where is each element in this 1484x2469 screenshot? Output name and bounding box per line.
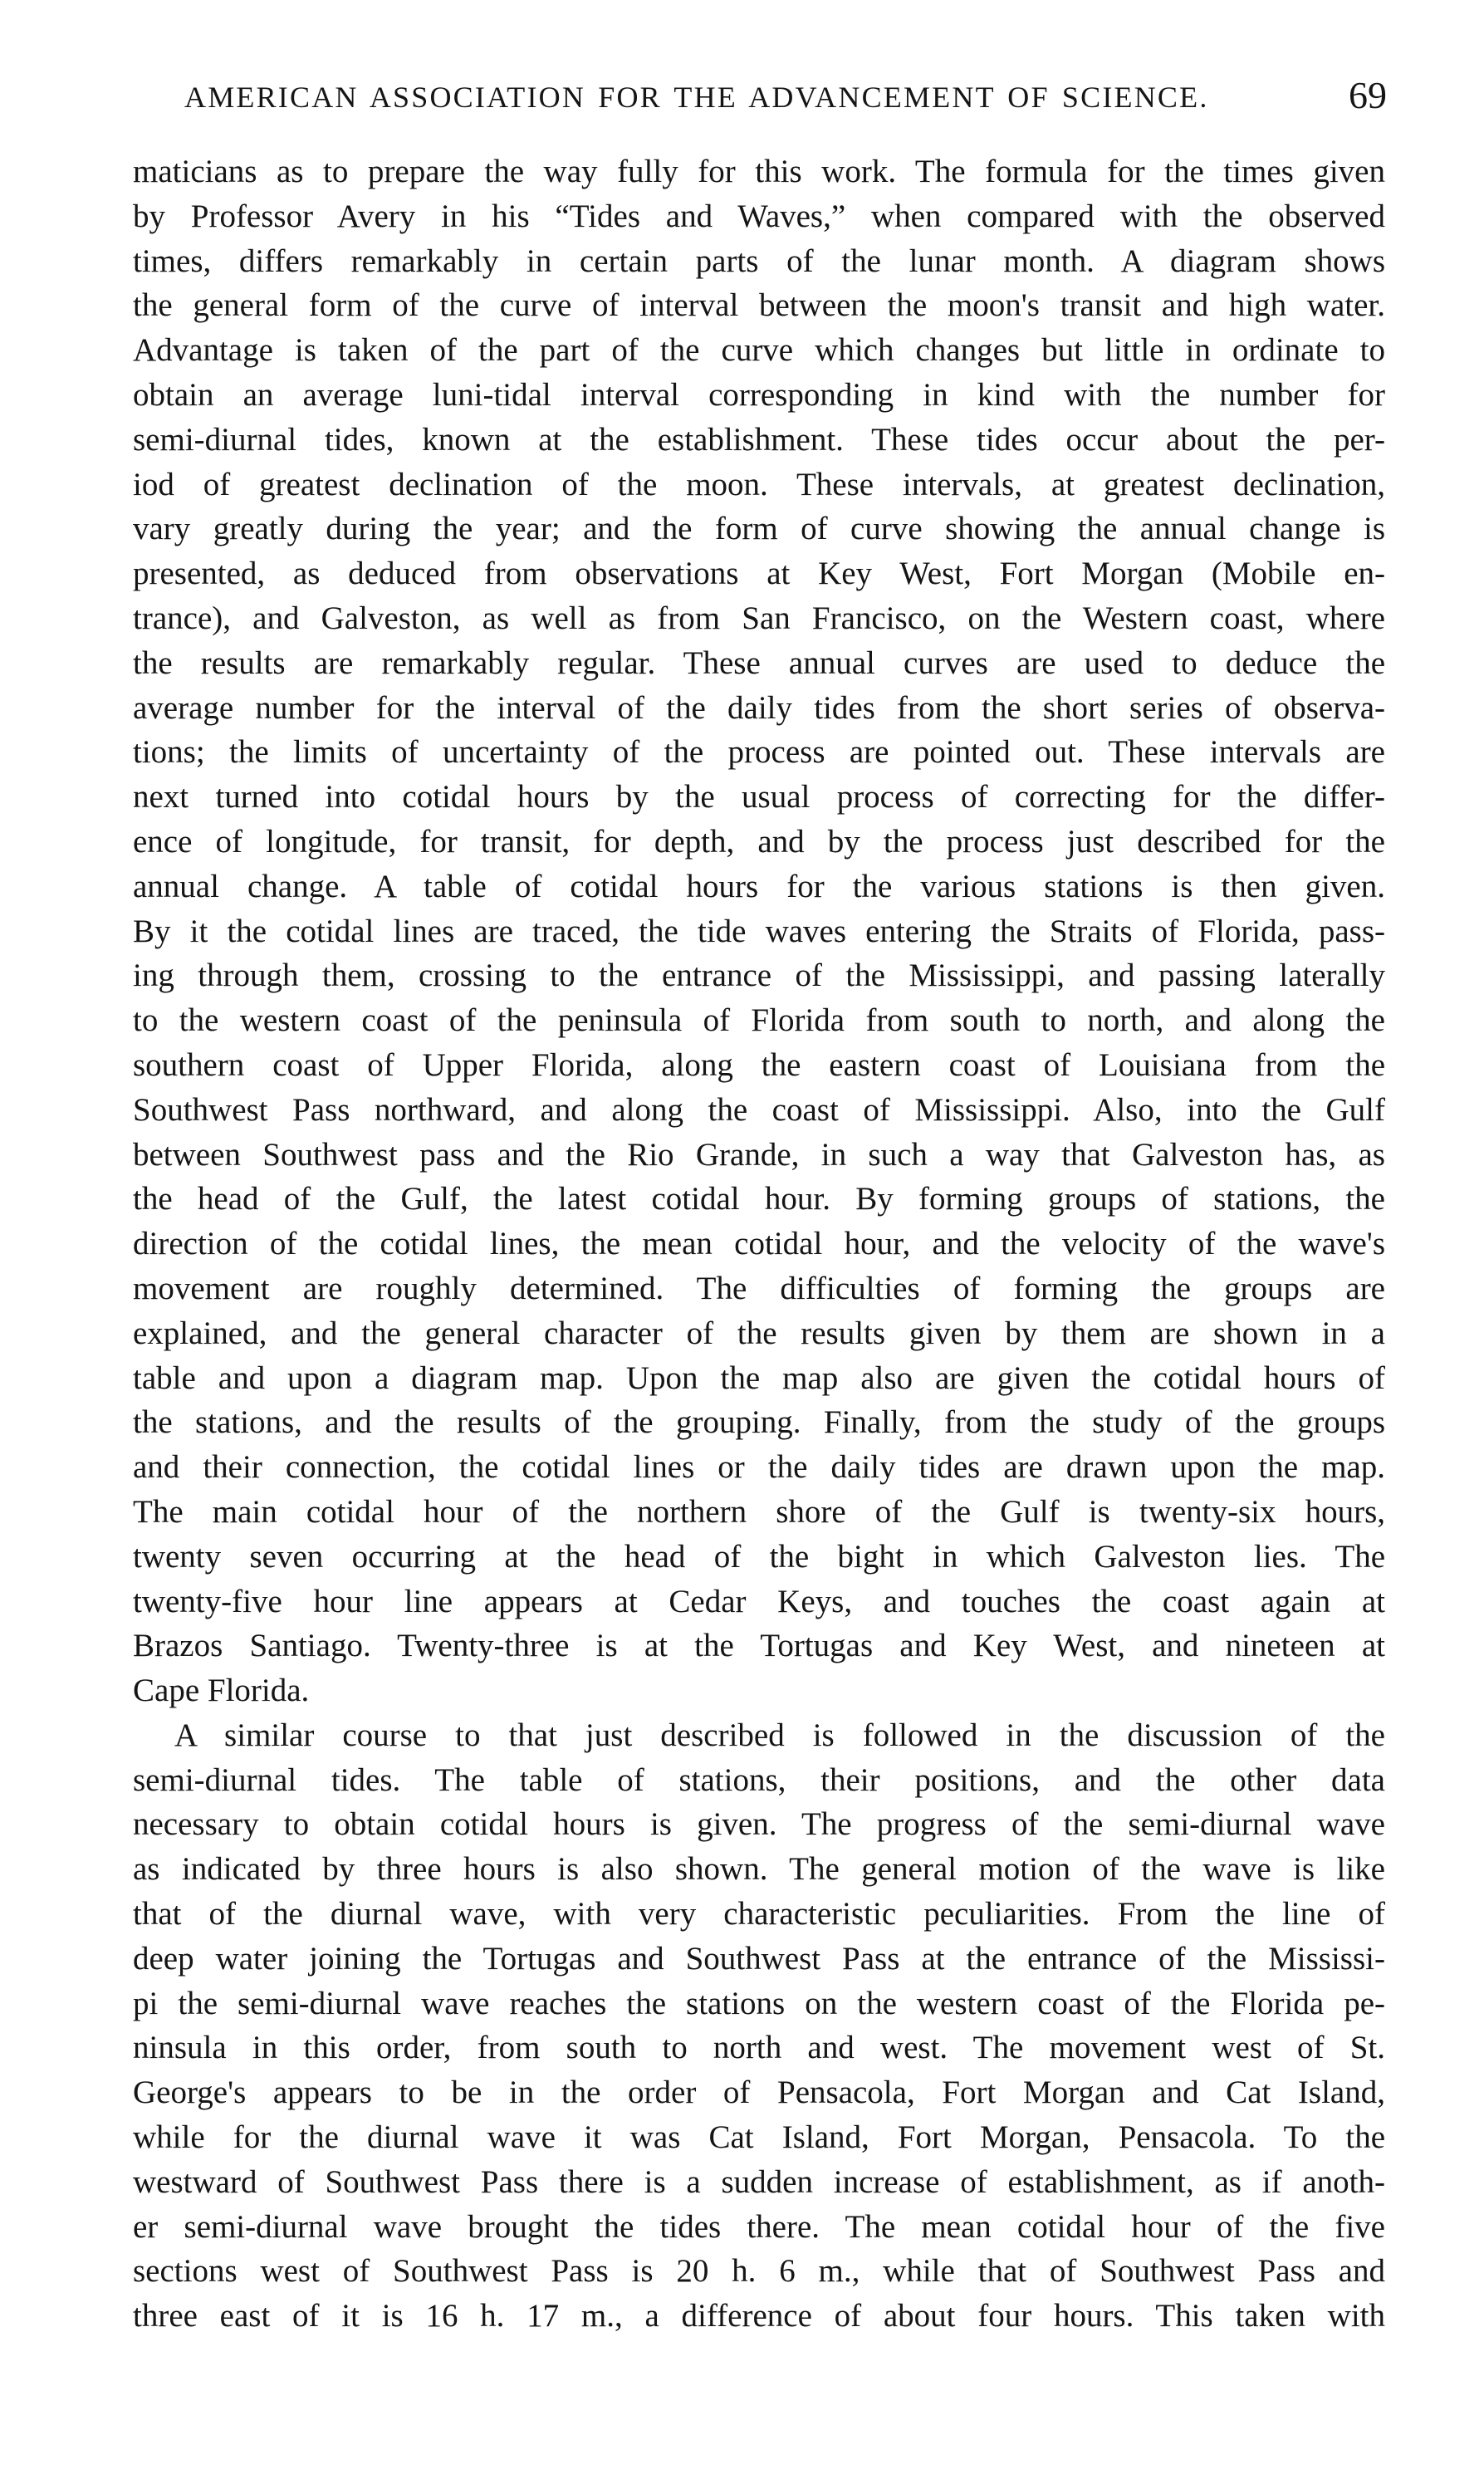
text-line: explained, and the general character of the results given by them are shown in a — [133, 1315, 1385, 1351]
text-line: table and upon a diagram map. Upon the map also are given the cotidal hours of — [133, 1359, 1385, 1396]
running-head — [184, 73, 1387, 123]
text-line: next turned into cotidal hours by the usual process of correcting for the differ- — [133, 779, 1385, 816]
text-line: the head of the Gulf, the latest cotidal hour. By forming groups of stations, the — [133, 1181, 1385, 1217]
text-line: pi the semi-diurnal wave reaches the stations on the western coast of the Florida pe- — [133, 1985, 1385, 2021]
text-line: southern coast of Upper Florida, along the eastern coast of Louisiana from the — [133, 1046, 1385, 1083]
text-line: twenty seven occurring at the head of the bight in which Galveston lies. The — [133, 1538, 1385, 1575]
text-line: times, differs remarkably in certain parts of the lunar month. A diagram shows — [133, 242, 1385, 279]
text-line: by Professor Avery in his “Tides and Waves,” when compared with the observed — [133, 198, 1385, 234]
text-line: Brazos Santiago. Twenty-three is at the Tortugas and Key West, and nineteen at — [133, 1628, 1385, 1664]
text-line: movement are roughly determined. The difficulties of forming the groups are — [133, 1270, 1385, 1306]
text-line: trance), and Galveston, as well as from San Francisco, on the Western coast, where — [133, 600, 1385, 636]
text-line: tions; the limits of uncertainty of the process are pointed out. These intervals are — [133, 734, 1385, 771]
text-line: that of the diurnal wave, with very characteristic peculiarities. From the line of — [133, 1896, 1385, 1933]
text-line: between Southwest pass and the Rio Grande, in such a way that Galveston has, as — [133, 1136, 1385, 1173]
paragraph-last-line: Cape Florida. — [133, 1673, 310, 1709]
text-line: necessary to obtain cotidal hours is given. The progress of the semi-diurnal wave — [133, 1806, 1385, 1843]
text-line: while for the diurnal wave it was Cat Island, Fort Morgan, Pensacola. To the — [133, 2119, 1385, 2156]
text-line: Advantage is taken of the part of the curve which changes but little in ordinate to — [133, 332, 1385, 369]
text-line: obtain an average luni-tidal interval corresponding in kind with the number for — [133, 376, 1385, 413]
text-line: the stations, and the results of the grouping. Finally, from the study of the groups — [133, 1404, 1385, 1441]
text-line: er semi-diurnal wave brought the tides there. The mean cotidal hour of the five — [133, 2208, 1385, 2245]
text-line: ing through them, crossing to the entrance of the Mississippi, and passing laterally — [133, 958, 1385, 994]
text-line: semi-diurnal tides. The table of stations, their positions, and the other data — [133, 1761, 1385, 1798]
text-line: presented, as deduced from observations at Key West, Fort Morgan (Mobile en- — [133, 556, 1385, 592]
body-text — [133, 149, 1385, 2339]
text-line: ence of longitude, for transit, for depth, and by the process just described for the — [133, 823, 1385, 860]
text-line: twenty-five hour line appears at Cedar Keys, and touches the coast again at — [133, 1583, 1385, 1619]
text-line: George's appears to be in the order of Pensacola, Fort Morgan and Cat Island, — [133, 2075, 1385, 2111]
text-line: vary greatly during the year; and the form of curve showing the annual change is — [133, 511, 1385, 547]
text-line: the results are remarkably regular. These annual curves are used to deduce the — [133, 644, 1385, 681]
paragraph-first-line: A similar course to that just described is followed in the discussion of the — [174, 1717, 1385, 1753]
text-line: annual change. A table of cotidal hours for the various stations is then given. — [133, 868, 1385, 904]
text-line: the general form of the curve of interval between the moon's transit and high water. — [133, 287, 1385, 324]
running-title: AMERICAN ASSOCIATION FOR THE ADVANCEMENT OF SCIENCE. — [184, 81, 1209, 114]
text-line: By it the cotidal lines are traced, the tide waves entering the Straits of Florida, pass- — [133, 913, 1385, 949]
text-line: ninsula in this order, from south to north and west. The movement west of St. — [133, 2030, 1385, 2066]
text-line: maticians as to prepare the way fully for this work. The formula for the times given — [133, 154, 1385, 189]
page-number: 69 — [1349, 74, 1387, 116]
text-line: three east of it is 16 h. 17 m., a difference of about four hours. This taken with — [133, 2298, 1385, 2334]
text-line: The main cotidal hour of the northern shore of the Gulf is twenty-six hours, — [133, 1493, 1385, 1530]
text-line: westward of Southwest Pass there is a sudden increase of establishment, as if anoth- — [133, 2163, 1385, 2200]
text-line: to the western coast of the peninsula of Florida from south to north, and along the — [133, 1002, 1385, 1039]
text-line: semi-diurnal tides, known at the establishment. These tides occur about the per- — [133, 421, 1385, 458]
text-line: as indicated by three hours is also shown. The general motion of the wave is like — [133, 1851, 1385, 1888]
text-line: direction of the cotidal lines, the mean cotidal hour, and the velocity of the wave's — [133, 1226, 1385, 1262]
text-line: deep water joining the Tortugas and Southwest Pass at the entrance of the Mississi- — [133, 1940, 1385, 1977]
text-line: sections west of Southwest Pass is 20 h. 6 m., while that of Southwest Pass and — [133, 2253, 1385, 2290]
text-line: iod of greatest declination of the moon. These intervals, at greatest declination, — [133, 466, 1385, 502]
text-line: and their connection, the cotidal lines or the daily tides are drawn upon the map. — [133, 1449, 1385, 1486]
text-line: Southwest Pass northward, and along the coast of Mississippi. Also, into the Gulf — [133, 1091, 1385, 1128]
text-line: average number for the interval of the daily tides from the short series of observa- — [133, 689, 1385, 726]
